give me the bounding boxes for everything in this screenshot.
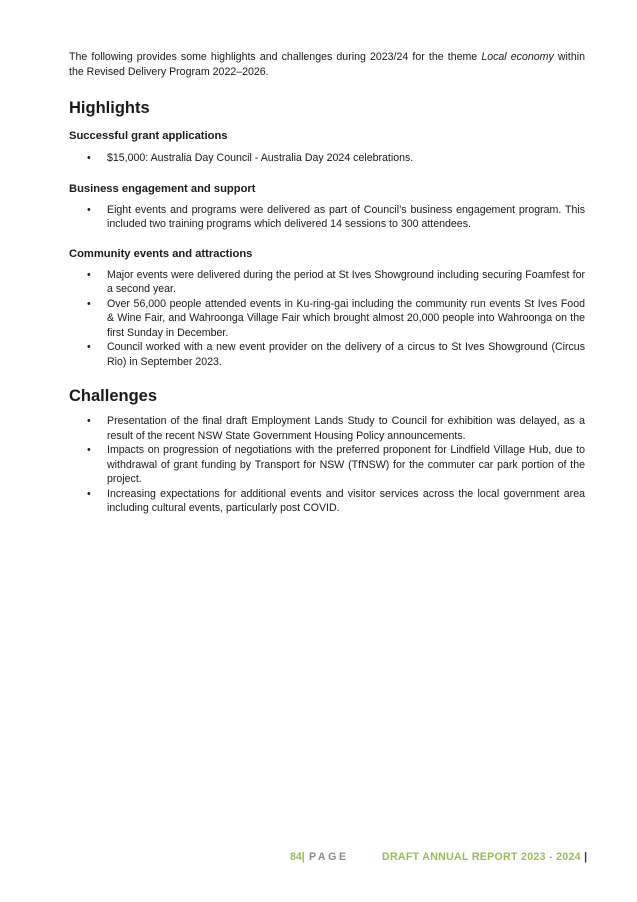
bullet-icon: •: [87, 297, 91, 310]
intro-text-end: within the Revised Delivery Program 2022–2026.: [69, 51, 585, 78]
challenges-list: [69, 414, 585, 516]
bullet-icon: •: [87, 341, 91, 353]
grant-applications-list: [69, 151, 585, 166]
community-events-list: [69, 268, 585, 370]
bullet-icon: •: [87, 487, 91, 500]
page-label: PAGE: [309, 851, 349, 863]
page-footer: [0, 851, 637, 867]
grant-applications-heading: Successful grant applications: [69, 130, 228, 142]
report-title: DRAFT ANNUAL REPORT 2023 - 2024 |: [382, 851, 588, 863]
list-item: • Over 56,000 people attended events in Ku-ring-gai including the community run events St Ives Food & Wine Fair, and Wahroonga Village Fair which brought almost 20,000 people into Wahroonga on the first Sunday in December.: [87, 297, 585, 339]
challenges-heading: Challenges: [69, 387, 158, 405]
document-page: [69, 50, 585, 516]
intro-theme: Local economy: [481, 51, 554, 63]
page-number: 84|: [290, 851, 305, 863]
intro-paragraph: [69, 50, 585, 80]
community-events-heading: Community events and attractions: [69, 247, 253, 260]
list-item: • Eight events and programs were delivered as part of Council’s business engagement program. This included two training programs which delivered 14 sessions to 300 attendees.: [87, 203, 585, 230]
list-item: • Increasing expectations for additional events and visitor services across the local government area including cultural events, particularly post COVID.: [87, 487, 585, 514]
list-item: • Impacts on progression of negotiations with the preferred proponent for Lindfield Village Hub, due to withdrawal of grant funding by Transport for NSW (TfNSW) for the commuter car park portion of the project.: [87, 444, 585, 485]
list-item: • $15,000: Australia Day Council - Australia Day 2024 celebrations.: [87, 152, 414, 164]
intro-text-start: The following provides some highlights and challenges during 2023/24 for the theme: [69, 51, 482, 63]
business-engagement-list: [69, 203, 585, 232]
business-engagement-heading: Business engagement and support: [69, 182, 256, 195]
list-item: • Presentation of the final draft Employment Lands Study to Council for exhibition was delayed, as a result of the recent NSW State Government Housing Policy announcements.: [87, 415, 585, 442]
footer-separator: |: [584, 851, 588, 863]
list-item: • Major events were delivered during the period at St Ives Showground including securing Foamfest for a second year.: [87, 268, 585, 295]
bullet-icon: •: [87, 268, 91, 281]
highlights-heading: Highlights: [69, 99, 150, 117]
bullet-icon: •: [87, 415, 91, 427]
bullet-icon: •: [87, 152, 91, 164]
bullet-icon: •: [87, 444, 91, 456]
list-item: • Council worked with a new event provider on the delivery of a circus to St Ives Showground (Circus Rio) in September 2023.: [87, 341, 585, 368]
bullet-icon: •: [87, 203, 91, 216]
